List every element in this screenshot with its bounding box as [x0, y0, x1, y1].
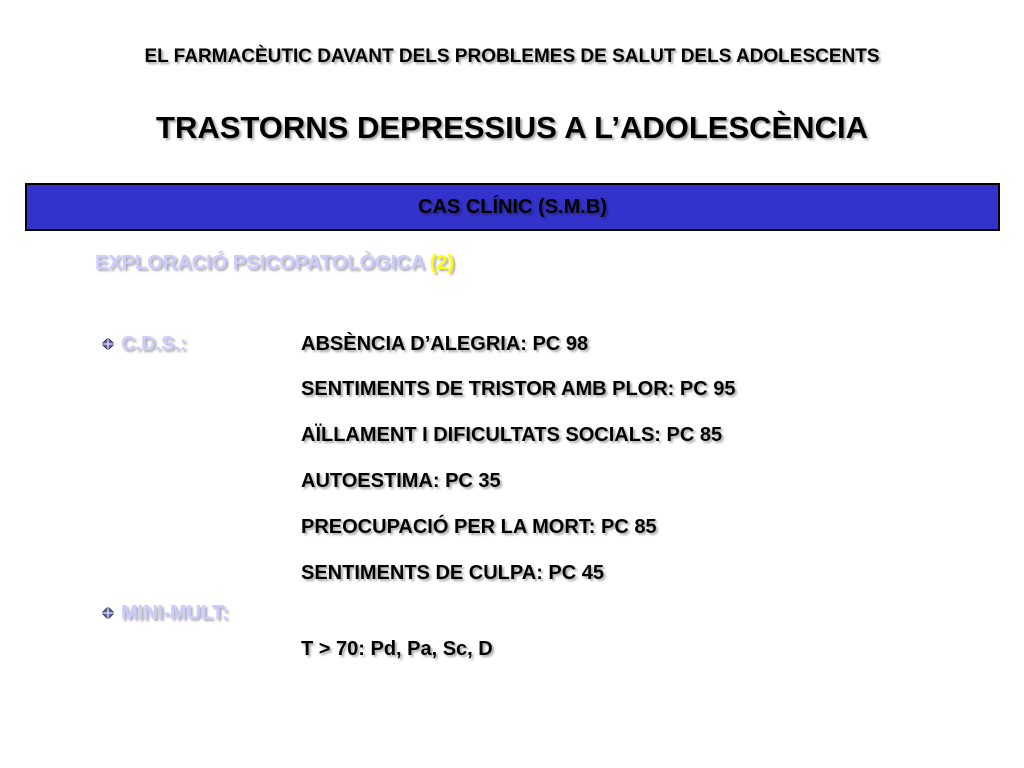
cds-item: SENTIMENTS DE CULPA: PC 45: [301, 562, 604, 584]
minimult-item: T > 70: Pd, Pa, Sc, D: [301, 638, 493, 660]
cds-item: AUTOESTIMA: PC 35: [301, 470, 501, 492]
section-number: (2): [429, 252, 455, 274]
section-heading-text: EXPLORACIÓ PSICOPATOLÒGICA: [95, 252, 430, 274]
cds-item: ABSÈNCIA D’ALEGRIA: PC 98: [301, 333, 589, 355]
diamond-bullet-icon: [102, 607, 114, 619]
cds-item: PREOCUPACIÓ PER LA MORT: PC 85: [301, 516, 657, 538]
case-banner-label: CAS CLÍNIC (S.M.B): [418, 195, 607, 218]
cds-item: AÏLLAMENT I DIFICULTATS SOCIALS: PC 85: [301, 424, 723, 446]
diamond-bullet-icon: [102, 338, 114, 350]
section-heading: [95, 252, 454, 275]
cds-item: SENTIMENTS DE TRISTOR AMB PLOR: PC 95: [301, 378, 736, 400]
slide-subtitle: EL FARMACÈUTIC DAVANT DELS PROBLEMES DE SALUT DELS ADOLESCENTS: [144, 46, 880, 67]
cds-label: C.D.S.:: [121, 333, 187, 355]
case-banner: [25, 183, 1000, 231]
slide-title: TRASTORNS DEPRESSIUS A L’ADOLESCÈNCIA: [156, 110, 868, 145]
minimult-label: MINI-MULT:: [121, 602, 229, 624]
